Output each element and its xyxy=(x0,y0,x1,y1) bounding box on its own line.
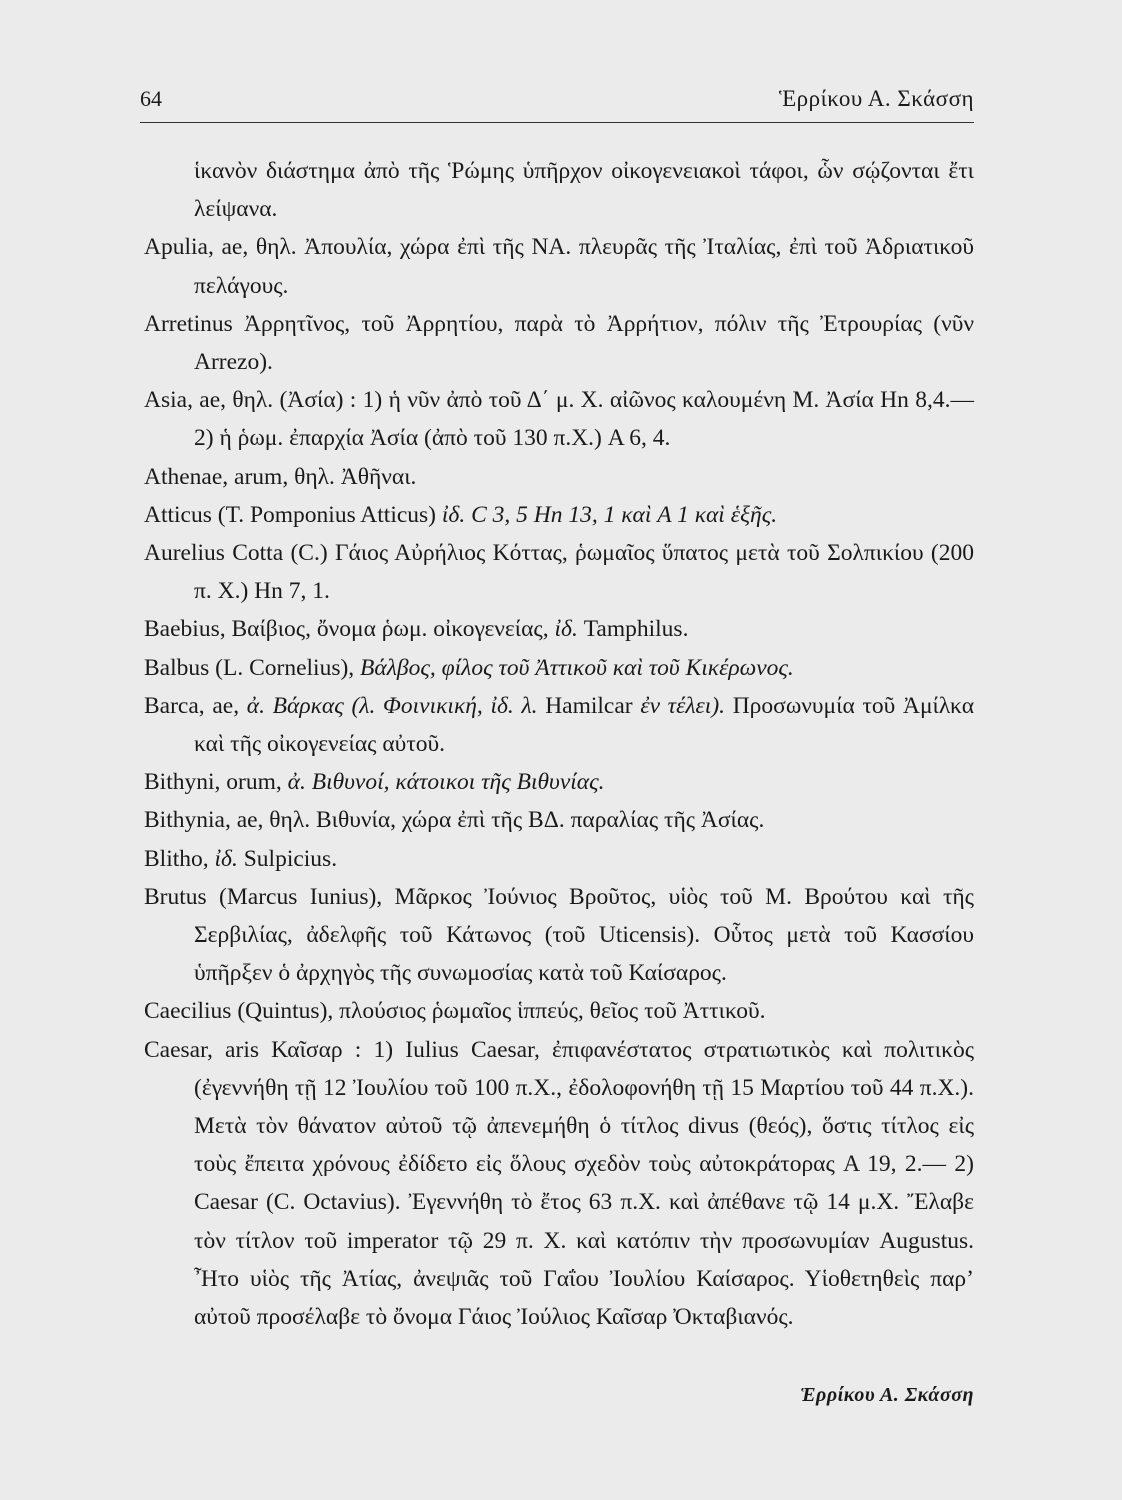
glossary-text xyxy=(144,152,974,1336)
entry-apulia: Apulia, ae, θηλ. Ἀπουλία, χώρα ἐπὶ τῆς ΝΑ. πλευρᾶς τῆς Ἰταλίας, ἐπὶ τοῦ Ἀδριατικοῦ πελάγους. xyxy=(144,234,974,299)
entry-blitho-tail: Sulpicius. xyxy=(237,845,338,872)
entry-baebius-tail: Tamphilus. xyxy=(577,616,689,643)
entry-brutus: Brutus (Marcus Iunius), Μᾶρκος Ἰούνιος Βροῦτος, υἱὸς τοῦ Μ. Βρούτου καὶ τῆς Σερβιλίας, ἀδελφῆς τοῦ Κάτωνος (τοῦ Uticensis). Οὗτος μετὰ τοῦ Κασσίου ὑπῆρξεν ὁ ἀρχηγὸς τῆς συνωμοσίας κατὰ τοῦ Καίσαρος. xyxy=(144,883,974,987)
entry-barca-tail: Προσωνυμία τοῦ Ἀμίλκα καὶ τῆς οἰκογενείας αὐτοῦ. xyxy=(194,692,975,758)
entry-baebius-head: Baebius, Βαίβιος, ὄνομα ῥωμ. οἰκογενείας, xyxy=(144,616,555,643)
entry-aurelius: Aurelius Cotta (C.) Γάιος Αὐρήλιος Κόττας, ῥωμαῖος ὕπατος μετὰ τοῦ Σολπικίου (200 π. Χ.) Hn 7, 1. xyxy=(144,540,974,605)
entry-blitho-head: Blitho, xyxy=(144,845,215,872)
entry-bithyni-head: Bithyni, orum, xyxy=(144,769,288,796)
entry-asia: Asia, ae, θηλ. (Ἀσία) : 1) ἡ νῦν ἀπὸ τοῦ Δ΄ μ. Χ. αἰῶνος καλουμένη Μ. Ἀσία Hn 8,4.—2) ἡ ῥωμ. ἐπαρχία Ἀσία (ἀπὸ τοῦ 130 π.Χ.) A 6, 4. xyxy=(144,387,974,452)
entry-bithyni xyxy=(144,763,974,801)
entry-atticus xyxy=(144,496,974,534)
entry-blitho xyxy=(144,840,974,878)
entry-bithynia: Bithynia, ae, θηλ. Βιθυνία, χώρα ἐπὶ τῆς ΒΔ. παραλίας τῆς Ἀσίας. xyxy=(144,807,765,834)
entry-barca-def: ἀ. Βάρκας (λ. Φοινικική, ἰδ. λ. xyxy=(246,692,538,719)
entry-barca-head: Barca, ae, xyxy=(144,692,247,719)
continued-entry: ἱκανὸν διάστημα ἀπὸ τῆς Ῥώμης ὑπῆρχον οἰκογενειακοὶ τάφοι, ὧν σῴζονται ἔτι λείψανα. xyxy=(194,158,974,223)
entry-barca-ref: ἐν τέλει). xyxy=(640,692,726,719)
entry-baebius-ref: ἰδ. xyxy=(554,616,578,643)
footer-signature: Ἑρρίκου Α. Σκάσση xyxy=(800,1384,974,1406)
page-header xyxy=(140,86,974,123)
entry-baebius xyxy=(144,610,974,648)
entry-arretinus: Arretinus Ἀρρητῖνος, τοῦ Ἀρρητίου, παρὰ τὸ Ἀρρήτιον, πόλιν τῆς Ἐτρουρίας (νῦν Arrezo). xyxy=(144,310,974,376)
entry-balbus xyxy=(144,649,974,687)
entry-atticus-head: Atticus (T. Pomponius Atticus) xyxy=(144,501,442,528)
page-number: 64 xyxy=(140,86,162,111)
entry-barca xyxy=(144,687,974,763)
entry-athenae: Athenae, arum, θηλ. Ἀθῆναι. xyxy=(144,463,417,490)
entry-blitho-ref: ἰδ. xyxy=(214,845,238,872)
entry-barca-mid: Hamilcar xyxy=(537,692,641,719)
entry-caesar: Caesar, aris Καῖσαρ : 1) Iulius Caesar, ἐπιφανέστατος στρατιωτικὸς καὶ πολιτικὸς (ἐγεννήθη τῇ 12 Ἰουλίου τοῦ 100 π.Χ., ἐδολοφονήθη τῇ 15 Μαρτίου τοῦ 44 π.Χ.). Μετὰ τὸν θάνατον αὐτοῦ τῷ ἀπενεμήθη ὁ τίτλος divus (θεός), ὅστις τίτλος εἰς τοὺς ἔπειτα χρόνους ἐδίδετο εἰς ὅλους σχεδὸν τοὺς αὐτοκράτορας A 19, 2.— 2) Caesar (C. Octavius). Ἐγεννήθη τὸ ἔτος 63 π.Χ. καὶ ἀπέθανε τῷ 14 μ.Χ. Ἔλαβε τὸν τίτλον τοῦ imperator τῷ 29 π. Χ. καὶ κατόπιν τὴν προσωνυμίαν Augustus. Ἦτο υἱὸς τῆς Ἀτίας, ἀνεψιᾶς τοῦ Γαΐου Ἰουλίου Καίσαρος. Υἱοθετηθεὶς παρ’ αὐτοῦ προσέλαβε τὸ ὄνομα Γάιος Ἰούλιος Καῖσαρ Ὀκταβιανός. xyxy=(144,1036,974,1331)
entry-bithyni-def: ἀ. Βιθυνοί, κάτοικοι τῆς Βιθυνίας. xyxy=(287,769,605,796)
entry-caecilius: Caecilius (Quintus), πλούσιος ῥωμαῖος ἱππεύς, θεῖος τοῦ Ἀττικοῦ. xyxy=(144,998,766,1025)
entry-balbus-head: Balbus (L. Cornelius), xyxy=(144,654,361,681)
entry-balbus-def: Βάλβος, φίλος τοῦ Ἀττικοῦ καὶ τοῦ Κικέρωνος. xyxy=(360,654,794,681)
running-head: Ἑρρίκου Α. Σκάσση xyxy=(778,86,974,111)
entry-atticus-ref: ἰδ. C 3, 5 Hn 13, 1 καὶ A 1 καὶ ἑξῆς. xyxy=(441,501,778,528)
